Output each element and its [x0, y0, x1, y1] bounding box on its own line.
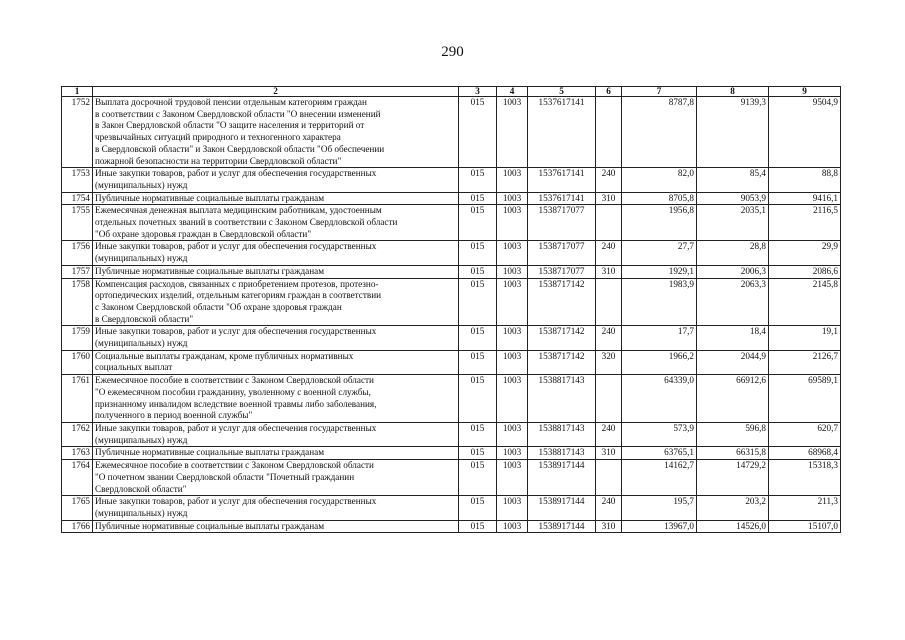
- row-admin-code: 015: [459, 326, 497, 350]
- row-value-col7: 195,7: [622, 496, 697, 520]
- row-section-code: 1003: [497, 496, 528, 520]
- row-value-col9: 2086,6: [769, 265, 841, 278]
- row-value-col8: 2006,3: [697, 265, 769, 278]
- table-row: [62, 375, 841, 423]
- row-section-code: 1003: [497, 460, 528, 496]
- table-row: [62, 496, 841, 520]
- row-value-col9: 88,8: [769, 168, 841, 192]
- row-description: Иные закупки товаров, работ и услуг для обеспечения государственных (муниципальных) нужд: [93, 422, 459, 446]
- row-value-col9: 19,1: [769, 326, 841, 350]
- row-section-code: 1003: [497, 350, 528, 374]
- row-value-col9: 15107,0: [769, 520, 841, 533]
- row-number: 1766: [62, 520, 93, 533]
- row-section-code: 1003: [497, 97, 528, 168]
- row-expense-type: 240: [596, 241, 622, 265]
- table-row: [62, 326, 841, 350]
- page-number: 290: [441, 44, 464, 60]
- table-row: [62, 168, 841, 192]
- row-value-col8: 18,4: [697, 326, 769, 350]
- row-target-code: 1537617141: [528, 97, 596, 168]
- row-expense-type: 310: [596, 447, 622, 460]
- row-value-col9: 9416,1: [769, 192, 841, 205]
- row-value-col8: 9053,9: [697, 192, 769, 205]
- row-number: 1759: [62, 326, 93, 350]
- row-number: 1755: [62, 205, 93, 241]
- row-value-col9: 2126,7: [769, 350, 841, 374]
- table-body: [62, 97, 841, 533]
- row-value-col9: 69589,1: [769, 375, 841, 423]
- row-section-code: 1003: [497, 520, 528, 533]
- header-cell-6: 6: [596, 87, 622, 97]
- table-row: [62, 205, 841, 241]
- row-number: 1758: [62, 278, 93, 326]
- row-value-col8: 28,8: [697, 241, 769, 265]
- table-row: [62, 241, 841, 265]
- row-number: 1761: [62, 375, 93, 423]
- row-target-code: 1538917144: [528, 496, 596, 520]
- row-expense-type: 310: [596, 520, 622, 533]
- table-row: [62, 97, 841, 168]
- row-target-code: 1538717077: [528, 265, 596, 278]
- row-number: 1765: [62, 496, 93, 520]
- row-section-code: 1003: [497, 265, 528, 278]
- row-value-col7: 573,9: [622, 422, 697, 446]
- row-description: Ежемесячное пособие в соответствии с Законом Свердловской области "О почетном звании Свердловской области "Почетный гражданин Свердловской области": [93, 460, 459, 496]
- row-target-code: 1538717077: [528, 241, 596, 265]
- row-target-code: 1538817143: [528, 422, 596, 446]
- row-value-col8: 596,8: [697, 422, 769, 446]
- row-admin-code: 015: [459, 447, 497, 460]
- table-row: [62, 520, 841, 533]
- row-expense-type: 310: [596, 192, 622, 205]
- row-expense-type: [596, 375, 622, 423]
- row-target-code: 1538717142: [528, 278, 596, 326]
- row-value-col8: 203,2: [697, 496, 769, 520]
- row-value-col9: 9504,9: [769, 97, 841, 168]
- table-row: [62, 422, 841, 446]
- row-admin-code: 015: [459, 97, 497, 168]
- row-target-code: 1538717077: [528, 205, 596, 241]
- row-number: 1764: [62, 460, 93, 496]
- row-value-col8: 2044,9: [697, 350, 769, 374]
- row-value-col7: 1929,1: [622, 265, 697, 278]
- row-description: Публичные нормативные социальные выплаты гражданам: [93, 265, 459, 278]
- row-value-col8: 9139,3: [697, 97, 769, 168]
- row-value-col7: 63765,1: [622, 447, 697, 460]
- row-description: Компенсация расходов, связанных с приобретением протезов, протезно- ортопедических изделий, отдельным категориям граждан в соответствии с Законом Свердловской области "Об охране здоровья граждан в Свердловской области": [93, 278, 459, 326]
- row-expense-type: 240: [596, 168, 622, 192]
- row-admin-code: 015: [459, 422, 497, 446]
- row-expense-type: [596, 460, 622, 496]
- row-section-code: 1003: [497, 205, 528, 241]
- row-admin-code: 015: [459, 520, 497, 533]
- row-expense-type: 310: [596, 265, 622, 278]
- row-admin-code: 015: [459, 460, 497, 496]
- row-admin-code: 015: [459, 496, 497, 520]
- row-target-code: 1537617141: [528, 168, 596, 192]
- row-description: Иные закупки товаров, работ и услуг для обеспечения государственных (муниципальных) нужд: [93, 496, 459, 520]
- row-value-col9: 211,3: [769, 496, 841, 520]
- row-expense-type: [596, 278, 622, 326]
- row-target-code: 1538817143: [528, 447, 596, 460]
- row-description: Иные закупки товаров, работ и услуг для обеспечения государственных (муниципальных) нужд: [93, 326, 459, 350]
- row-value-col8: 14526,0: [697, 520, 769, 533]
- row-value-col9: 2145,8: [769, 278, 841, 326]
- row-admin-code: 015: [459, 278, 497, 326]
- row-description: Социальные выплаты гражданам, кроме публичных нормативных социальных выплат: [93, 350, 459, 374]
- row-value-col7: 8787,8: [622, 97, 697, 168]
- row-value-col7: 8705,8: [622, 192, 697, 205]
- table-row: [62, 460, 841, 496]
- row-expense-type: 240: [596, 326, 622, 350]
- row-value-col7: 14162,7: [622, 460, 697, 496]
- row-description: Публичные нормативные социальные выплаты гражданам: [93, 192, 459, 205]
- row-target-code: 1537617141: [528, 192, 596, 205]
- row-admin-code: 015: [459, 375, 497, 423]
- row-number: 1756: [62, 241, 93, 265]
- row-value-col9: 2116,5: [769, 205, 841, 241]
- header-cell-9: 9: [769, 87, 841, 97]
- row-number: 1760: [62, 350, 93, 374]
- table-row: [62, 278, 841, 326]
- row-admin-code: 015: [459, 265, 497, 278]
- row-description: Иные закупки товаров, работ и услуг для обеспечения государственных (муниципальных) нужд: [93, 168, 459, 192]
- row-section-code: 1003: [497, 447, 528, 460]
- row-value-col8: 2035,1: [697, 205, 769, 241]
- table-row: [62, 447, 841, 460]
- header-cell-1: 1: [62, 87, 93, 97]
- row-number: 1753: [62, 168, 93, 192]
- row-section-code: 1003: [497, 168, 528, 192]
- budget-table: [61, 86, 841, 533]
- header-cell-4: 4: [497, 87, 528, 97]
- row-description: Иные закупки товаров, работ и услуг для обеспечения государственных (муниципальных) нужд: [93, 241, 459, 265]
- table-row: [62, 192, 841, 205]
- row-section-code: 1003: [497, 326, 528, 350]
- row-target-code: 1538717142: [528, 350, 596, 374]
- row-number: 1752: [62, 97, 93, 168]
- row-value-col8: 66315,8: [697, 447, 769, 460]
- row-admin-code: 015: [459, 241, 497, 265]
- row-section-code: 1003: [497, 422, 528, 446]
- row-value-col7: 82,0: [622, 168, 697, 192]
- header-cell-3: 3: [459, 87, 497, 97]
- row-description: Выплата досрочной трудовой пенсии отдельным категориям граждан в соответствии с Законом Свердловской области "О внесении изменений в Закон Свердловской области "О защите населения и территорий от чрезвычайных ситуаций природного и техногенного характера в Свердловской области" и Закон Свердловской области "Об обеспечении пожарной безопасности на территории Свердловской области": [93, 97, 459, 168]
- row-value-col7: 27,7: [622, 241, 697, 265]
- header-row: [62, 87, 841, 97]
- row-expense-type: 240: [596, 496, 622, 520]
- table-row: [62, 265, 841, 278]
- row-value-col9: 620,7: [769, 422, 841, 446]
- row-value-col8: 14729,2: [697, 460, 769, 496]
- row-target-code: 1538917144: [528, 460, 596, 496]
- row-value-col7: 13967,0: [622, 520, 697, 533]
- row-value-col8: 85,4: [697, 168, 769, 192]
- row-value-col7: 1956,8: [622, 205, 697, 241]
- row-expense-type: [596, 205, 622, 241]
- table-row: [62, 350, 841, 374]
- row-section-code: 1003: [497, 375, 528, 423]
- header-cell-5: 5: [528, 87, 596, 97]
- row-value-col7: 64339,0: [622, 375, 697, 423]
- row-value-col9: 68968,4: [769, 447, 841, 460]
- row-expense-type: 240: [596, 422, 622, 446]
- row-description: Ежемесячное пособие в соответствии с Законом Свердловской области "О ежемесячном пособии гражданину, уволенному с военной службы, признанному инвалидом вследствие военной травмы либо заболевания, полученного в период военной службы": [93, 375, 459, 423]
- row-section-code: 1003: [497, 241, 528, 265]
- row-target-code: 1538817143: [528, 375, 596, 423]
- row-value-col7: 1966,2: [622, 350, 697, 374]
- header-cell-8: 8: [697, 87, 769, 97]
- header-cell-2: 2: [93, 87, 459, 97]
- row-target-code: 1538917144: [528, 520, 596, 533]
- row-number: 1754: [62, 192, 93, 205]
- row-number: 1762: [62, 422, 93, 446]
- row-number: 1757: [62, 265, 93, 278]
- row-admin-code: 015: [459, 192, 497, 205]
- row-value-col8: 66912,6: [697, 375, 769, 423]
- header-cell-7: 7: [622, 87, 697, 97]
- row-description: Публичные нормативные социальные выплаты гражданам: [93, 447, 459, 460]
- row-section-code: 1003: [497, 278, 528, 326]
- row-value-col9: 29,9: [769, 241, 841, 265]
- row-number: 1763: [62, 447, 93, 460]
- row-value-col8: 2063,3: [697, 278, 769, 326]
- row-admin-code: 015: [459, 205, 497, 241]
- row-value-col7: 17,7: [622, 326, 697, 350]
- row-expense-type: [596, 97, 622, 168]
- row-target-code: 1538717142: [528, 326, 596, 350]
- row-value-col7: 1983,9: [622, 278, 697, 326]
- row-description: Ежемесячная денежная выплата медицинским работникам, удостоенным отдельных почетных званий в соответствии с Законом Свердловской области "Об охране здоровья граждан в Свердловской области": [93, 205, 459, 241]
- row-description: Публичные нормативные социальные выплаты гражданам: [93, 520, 459, 533]
- row-admin-code: 015: [459, 350, 497, 374]
- row-admin-code: 015: [459, 168, 497, 192]
- row-section-code: 1003: [497, 192, 528, 205]
- row-value-col9: 15318,3: [769, 460, 841, 496]
- row-expense-type: 320: [596, 350, 622, 374]
